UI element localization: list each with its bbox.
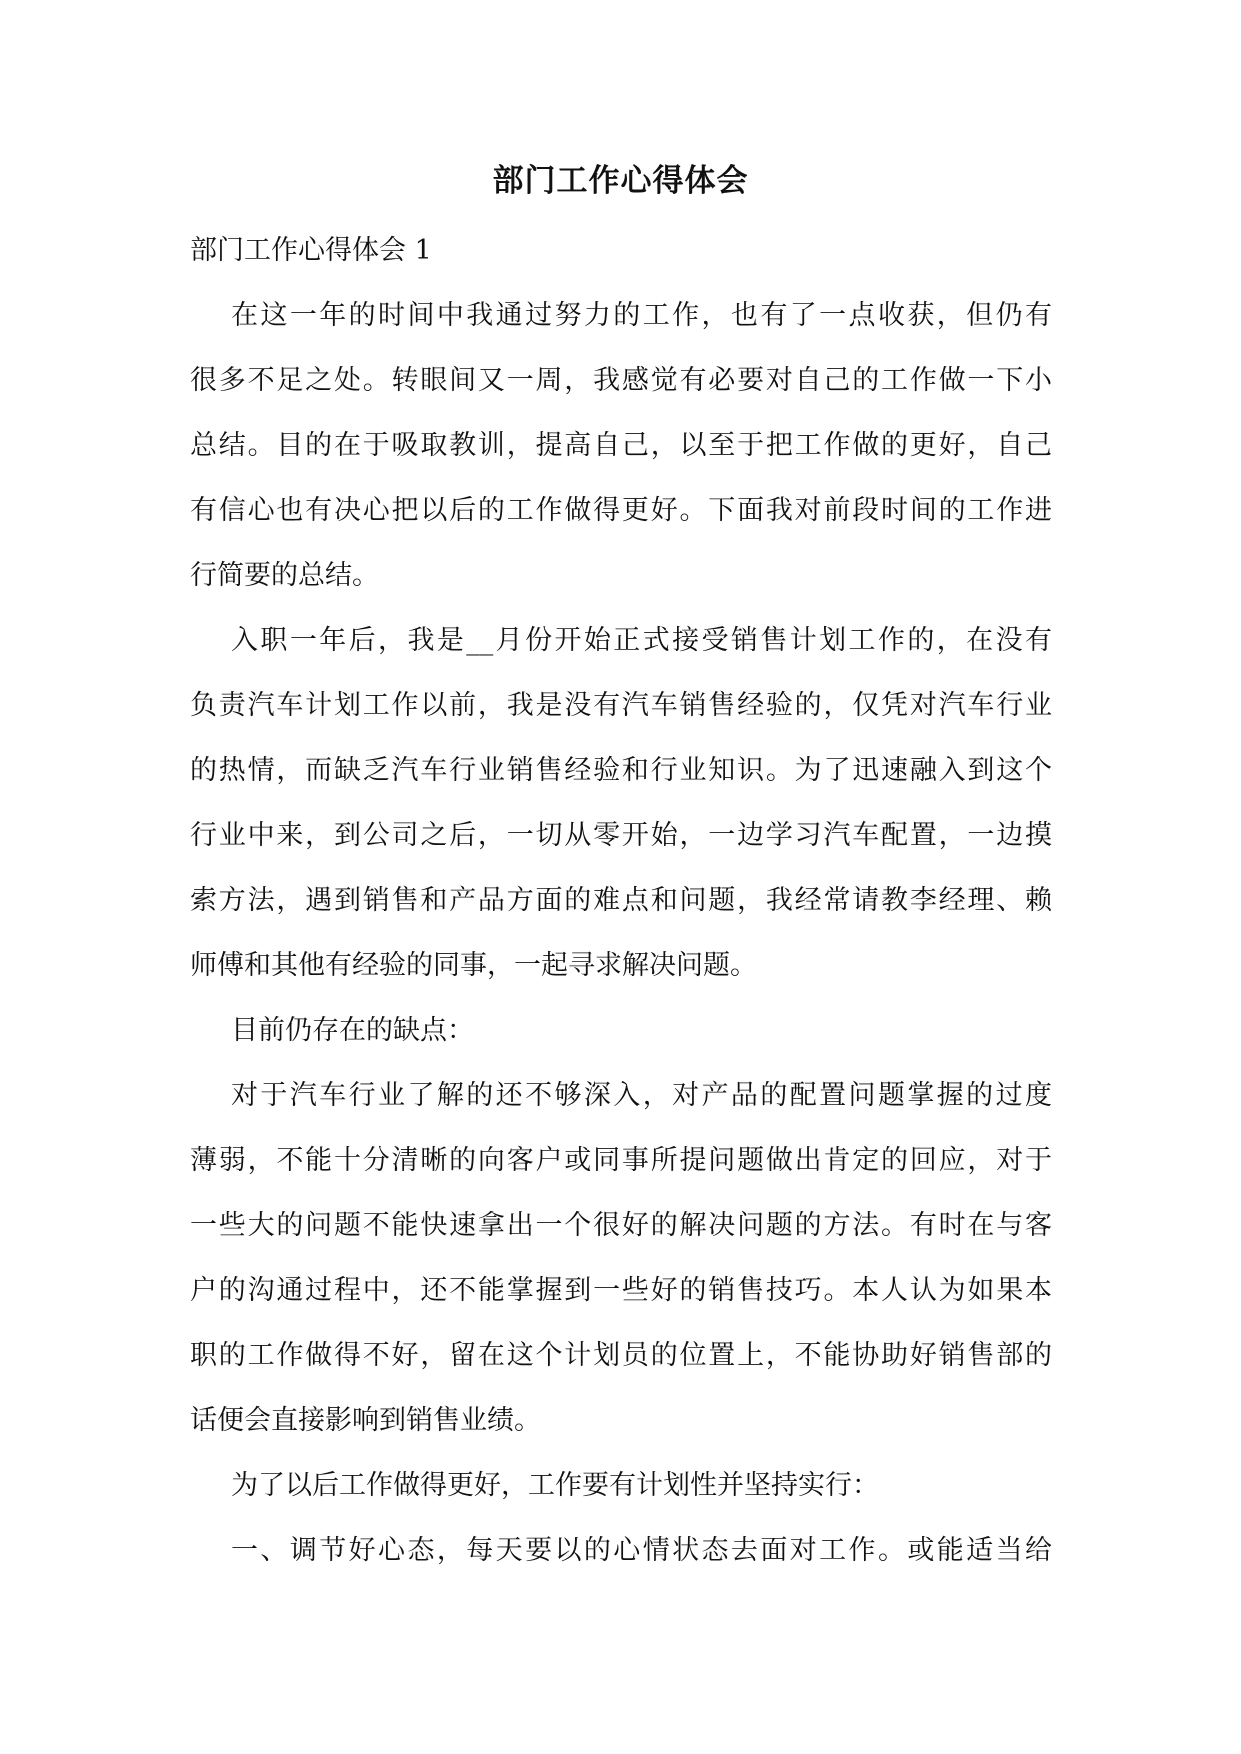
- text-line: 职的工作做得不好，留在这个计划员的位置上，不能协助好销售部的: [190, 1340, 1052, 1371]
- text-line: 话便会直接影响到销售业绩。: [190, 1405, 541, 1436]
- text-line: 一、调节好心态，每天要以的心情状态去面对工作。或能适当给: [231, 1535, 1052, 1566]
- text-line: 入职一年后，我是__月份开始正式接受销售计划工作的，在没有: [231, 625, 1052, 656]
- paragraph: [190, 1518, 1052, 1583]
- document-body: [190, 228, 1052, 1583]
- text-line: 在这一年的时间中我通过努力的工作，也有了一点收获，但仍有: [231, 300, 1052, 331]
- text-line: 很多不足之处。转眼间又一周，我感觉有必要对自己的工作做一下小: [190, 365, 1052, 396]
- text-line: 的热情，而缺乏汽车行业销售经验和行业知识。为了迅速融入到这个: [190, 755, 1052, 786]
- text-line: 行业中来，到公司之后，一切从零开始，一边学习汽车配置，一边摸: [190, 820, 1052, 851]
- text-line: 索方法，遇到销售和产品方面的难点和问题，我经常请教李经理、赖: [190, 885, 1052, 916]
- text-line: 负责汽车计划工作以前，我是没有汽车销售经验的，仅凭对汽车行业: [190, 690, 1052, 721]
- paragraph: [190, 283, 1052, 608]
- paragraph: [190, 608, 1052, 998]
- document-title: 部门工作心得体会: [492, 163, 749, 199]
- text-line: 为了以后工作做得更好，工作要有计划性并坚持实行：: [231, 1470, 879, 1501]
- text-line: 目前仍存在的缺点：: [231, 1015, 474, 1046]
- text-line: 总结。目的在于吸取教训，提高自己，以至于把工作做的更好，自己: [190, 430, 1052, 461]
- text-line: 薄弱，不能十分清晰的向客户或同事所提问题做出肯定的回应，对于: [190, 1145, 1052, 1176]
- text-line: 有信心也有决心把以后的工作做得更好。下面我对前段时间的工作进: [190, 495, 1052, 526]
- text-line: 户的沟通过程中，还不能掌握到一些好的销售技巧。本人认为如果本: [190, 1275, 1052, 1306]
- section-heading: 部门工作心得体会 1: [190, 235, 432, 266]
- paragraph: [190, 1453, 1052, 1518]
- text-line: 对于汽车行业了解的还不够深入，对产品的配置问题掌握的过度: [231, 1080, 1052, 1111]
- paragraph: [190, 1063, 1052, 1453]
- text-line: 师傅和其他有经验的同事，一起寻求解决问题。: [190, 950, 757, 981]
- paragraph: [190, 998, 1052, 1063]
- text-line: 一些大的问题不能快速拿出一个很好的解决问题的方法。有时在与客: [190, 1210, 1052, 1241]
- text-line: 行简要的总结。: [190, 560, 379, 591]
